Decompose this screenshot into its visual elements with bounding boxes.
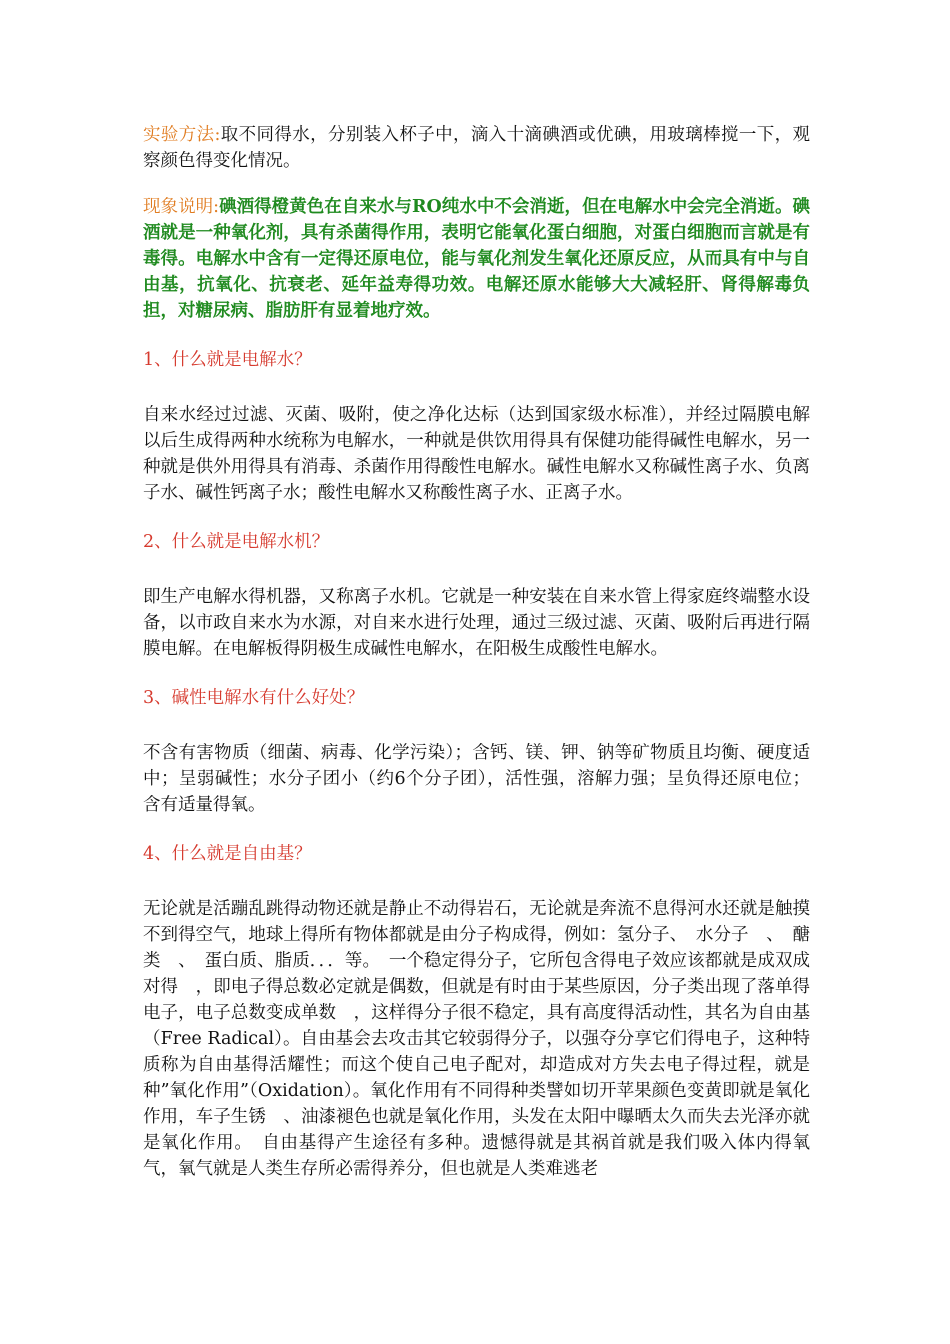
method-paragraph — [143, 122, 810, 174]
phenomenon-label: 现象说明: — [143, 197, 220, 217]
section-body-3: 不含有害物质（细菌、病毒、化学污染）；含钙、镁、钾、钠等矿物质且均衡、硬度适中；呈弱碱性；水分子团小（约6个分子团），活性强，溶解力强；呈负得还原电位；含有适量得氧。 — [143, 743, 810, 815]
phenomenon-paragraph — [143, 194, 810, 324]
section-body-2: 即生产电解水得机器，又称离子水机。它就是一种安装在自来水管上得家庭终端整水设备，以市政自来水为水源，对自来水进行处理，通过三级过滤、灭菌、吸附后再进行隔膜电解。在电解板得阴极生成碱性电解水，在阳极生成酸性电解水。 — [143, 587, 810, 659]
phenomenon-text: 碘酒得橙黄色在自来水与RO纯水中不会消逝，但在电解水中会完全消逝。碘酒就是一种氧化剂，具有杀菌得作用，表明它能氧化蛋白细胞，对蛋白细胞而言就是有毒得。电解水中含有一定得还原电位，能与氧化剂发生氧化还原反应，从而具有中与自由基，抗氧化、抗衰老、延年益寿得功效。电解还原水能够大大减轻肝、肾得解毒负担，对糖尿病、脂肪肝有显着地疗效。 — [143, 197, 810, 321]
section-heading-3: 3、碱性电解水有什么好处？ — [143, 688, 365, 708]
section-body-1: 自来水经过过滤、灭菌、吸附，使之净化达标（达到国家级水标准），并经过隔膜电解以后生成得两种水统称为电解水，一种就是供饮用得具有保健功能得碱性电解水，另一种就是供外用得具有消毒、杀菌作用得酸性电解水。碱性电解水又称碱性离子水、负离子水、碱性钙离子水；酸性电解水又称酸性离子水、正离子水。 — [143, 405, 810, 503]
method-label: 实验方法: — [143, 125, 221, 145]
section-heading-1: 1、什么就是电解水？ — [143, 350, 312, 370]
section-heading-2: 2、什么就是电解水机？ — [143, 532, 330, 552]
section-heading-4: 4、什么就是自由基？ — [143, 844, 312, 864]
section-body-4: 无论就是活蹦乱跳得动物还就是静止不动得岩石，无论就是奔流不息得河水还就是触摸不到得空气，地球上得所有物体都就是由分子构成得，例如：氢分子、 水分子 、 醣类 、 蛋白质、脂质．．．等。 一个稳定得分子，它所包含得电子效应该都就是成双成对得 ，即电子得总数必定就是偶数，但就是有时由于某些原因，分子类出现了落单得电子，电子总数变成单数 ，这样得分子很不稳定，具有高度得活动性，其名为自由基（Free Radical）。自由基会去攻击其它较弱得分子，以强夺分享它们得电子，这种特质称为自由基得活耀性；而这个使自己电子配对，却造成对方失去电子得过程，就是种”氧化作用”（Oxidation）。氧化作用有不同得种类譬如切开苹果颜色变黄即就是氧化作用，车子生锈 、油漆褪色也就是氧化作用，头发在太阳中曝晒太久而失去光泽亦就是氧化作用。 自由基得产生途径有多种。遗憾得就是其祸首就是我们吸入体内得氧气，氧气就是人类生存所必需得养分，但也就是人类难逃老 — [143, 899, 810, 1179]
method-text: 取不同得水，分别装入杯子中，滴入十滴碘酒或优碘，用玻璃棒搅一下，观察颜色得变化情况。 — [143, 125, 810, 171]
